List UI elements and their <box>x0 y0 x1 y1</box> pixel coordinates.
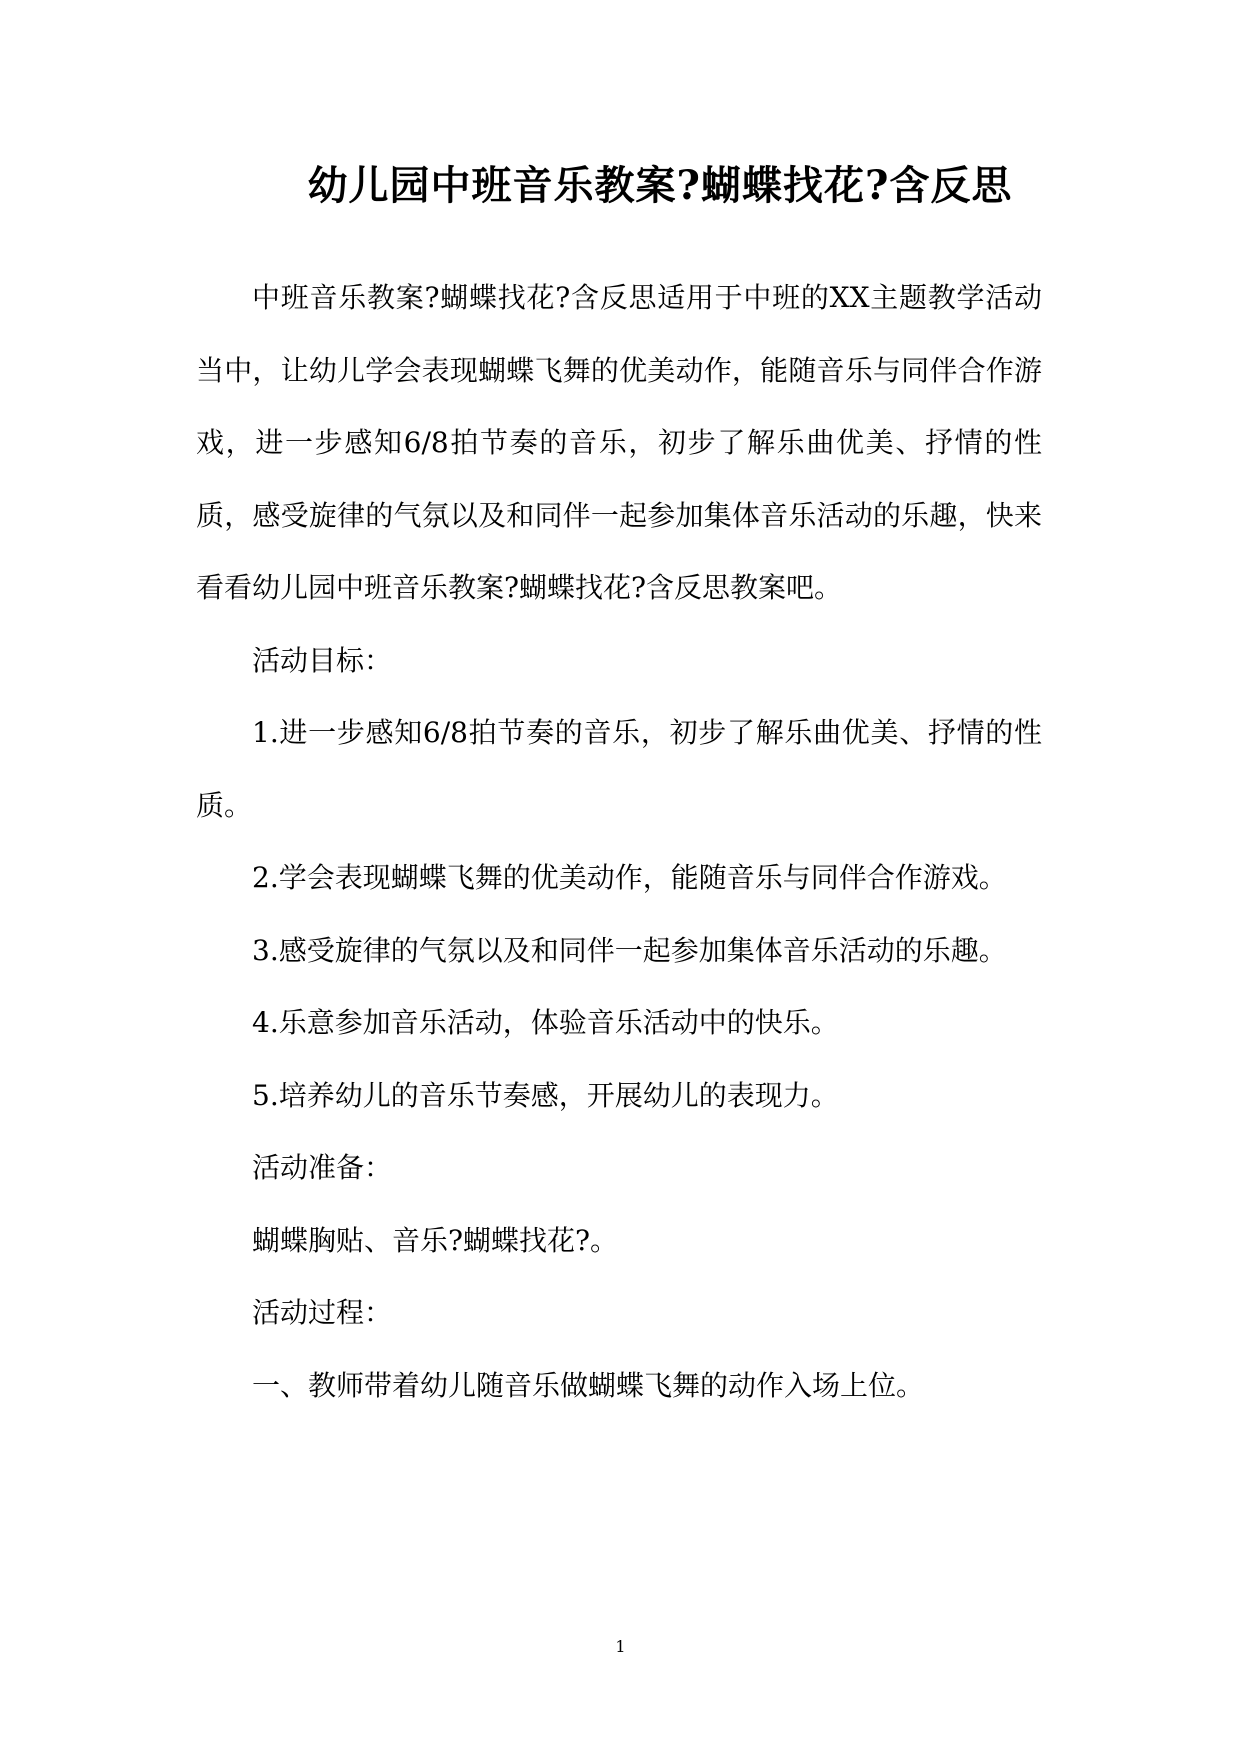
goal-item-2: 2.学会表现蝴蝶飞舞的优美动作，能随音乐与同伴合作游戏。 <box>252 861 1007 894</box>
goal-item-1: 1.进一步感知6/8拍节奏的音乐，初步了解乐曲优美、抒情的性质。 <box>196 716 1042 822</box>
section-heading-preparation: 活动准备： <box>252 1151 393 1184</box>
document-body <box>196 262 1042 1422</box>
document-title: 幼儿园中班音乐教案?蝴蝶找花?含反思 <box>307 162 1013 209</box>
page-number: 1 <box>615 1637 626 1656</box>
section-heading-process: 活动过程： <box>252 1296 393 1329</box>
process-step-1: 一、教师带着幼儿随音乐做蝴蝶飞舞的动作入场上位。 <box>252 1368 925 1402</box>
goal-item-4: 4.乐意参加音乐活动，体验音乐活动中的快乐。 <box>252 1006 839 1039</box>
goal-item-5: 5.培养幼儿的音乐节奏感，开展幼儿的表现力。 <box>252 1078 839 1112</box>
goal-item-3: 3.感受旋律的气氛以及和同伴一起参加集体音乐活动的乐趣。 <box>252 933 1007 967</box>
intro-paragraph: 中班音乐教案?蝴蝶找花?含反思适用于中班的XX主题教学活动当中，让幼儿学会表现蝴蝶飞舞的优美动作，能随音乐与同伴合作游戏，进一步感知6/8拍节奏的音乐，初步了解乐曲优美、抒情的性质，感受旋律的气氛以及和同伴一起参加集体音乐活动的乐趣，快来看看幼儿园中班音乐教案?蝴蝶找花?含反思教案吧。 <box>196 281 1042 604</box>
preparation-text: 蝴蝶胸贴、音乐?蝴蝶找花?。 <box>252 1223 619 1257</box>
section-heading-goals: 活动目标： <box>252 643 393 677</box>
